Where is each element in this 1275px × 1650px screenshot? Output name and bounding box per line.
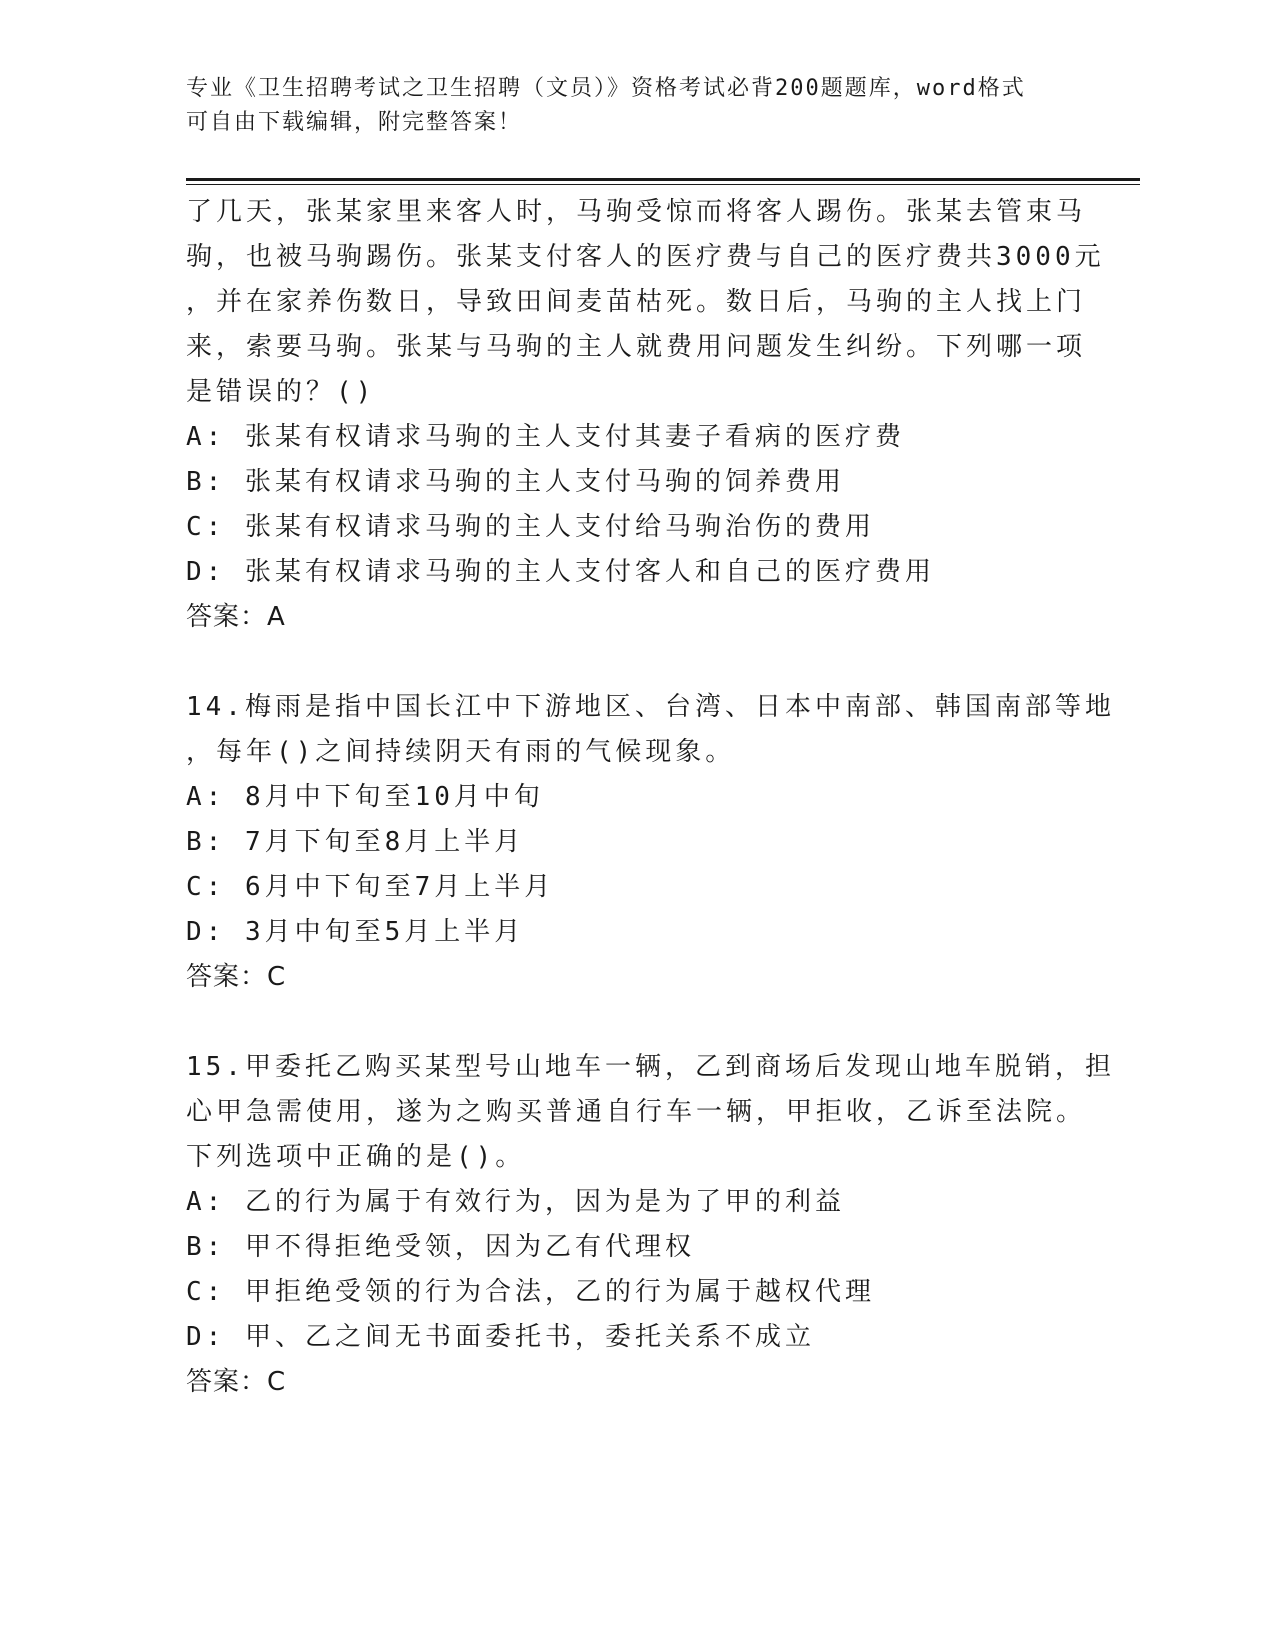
question-15-option-b: B: 甲不得拒绝受领，因为乙有代理权 [186, 1232, 695, 1262]
question-13-text-line: 来，索要马驹。张某与马驹的主人就费用问题发生纠纷。下列哪一项 [186, 332, 1087, 362]
header-title-line-2: 可自由下载编辑，附完整答案！ [186, 110, 523, 135]
header-divider-thick [186, 178, 1140, 181]
question-13-option-b: B: 张某有权请求马驹的主人支付马驹的饲养费用 [186, 467, 845, 497]
question-15-option-a: A: 乙的行为属于有效行为，因为是为了甲的利益 [186, 1187, 845, 1217]
question-13-option-c: C: 张某有权请求马驹的主人支付给马驹治伤的费用 [186, 512, 875, 542]
question-13-answer: 答案：A [186, 602, 286, 632]
question-14-option-b: B: 7月下旬至8月上半月 [186, 827, 525, 857]
question-14-text-line: ，每年()之间持续阴天有雨的气候现象。 [186, 737, 736, 767]
page-header [186, 72, 1086, 140]
header-title-line-1: 专业《卫生招聘考试之卫生招聘（文员）》资格考试必背200题题库，word格式 [186, 76, 1026, 101]
question-13-option-d: D: 张某有权请求马驹的主人支付客人和自己的医疗费用 [186, 557, 935, 587]
question-15-text-line: 心甲急需使用，遂为之购买普通自行车一辆，甲拒收，乙诉至法院。 [186, 1097, 1087, 1127]
question-14-answer: 答案：C [186, 962, 287, 992]
question-15-option-c: C: 甲拒绝受领的行为合法，乙的行为属于越权代理 [186, 1277, 875, 1307]
question-14-option-a: A: 8月中下旬至10月中旬 [186, 782, 544, 812]
question-13-text-line: 是错误的？() [186, 377, 376, 407]
question-15-text-line: 15.甲委托乙购买某型号山地车一辆，乙到商场后发现山地车脱销，担 [186, 1052, 1115, 1082]
question-13-block [186, 190, 1105, 640]
question-13-text-line: ，并在家养伤数日，导致田间麦苗枯死。数日后，马驹的主人找上门 [186, 287, 1087, 317]
question-14-option-d: D: 3月中旬至5月上半月 [186, 917, 525, 947]
question-content [186, 190, 1115, 1405]
question-14-text-line: 14.梅雨是指中国长江中下游地区、台湾、日本中南部、韩国南部等地 [186, 692, 1115, 722]
question-15-text-line: 下列选项中正确的是()。 [186, 1142, 526, 1172]
question-13-text-line: 驹，也被马驹踢伤。张某支付客人的医疗费与自己的医疗费共3000元 [186, 242, 1105, 272]
question-15-block [186, 1045, 1115, 1405]
question-14-option-c: C: 6月中下旬至7月上半月 [186, 872, 555, 902]
question-13-option-a: A: 张某有权请求马驹的主人支付其妻子看病的医疗费 [186, 422, 905, 452]
spacer [186, 640, 1086, 685]
question-15-answer: 答案：C [186, 1367, 287, 1397]
spacer [186, 1000, 1086, 1045]
header-divider-thin [186, 184, 1140, 185]
question-14-block [186, 685, 1115, 1000]
question-15-option-d: D: 甲、乙之间无书面委托书，委托关系不成立 [186, 1322, 815, 1352]
question-13-text-line: 了几天，张某家里来客人时，马驹受惊而将客人踢伤。张某去管束马 [186, 197, 1087, 227]
